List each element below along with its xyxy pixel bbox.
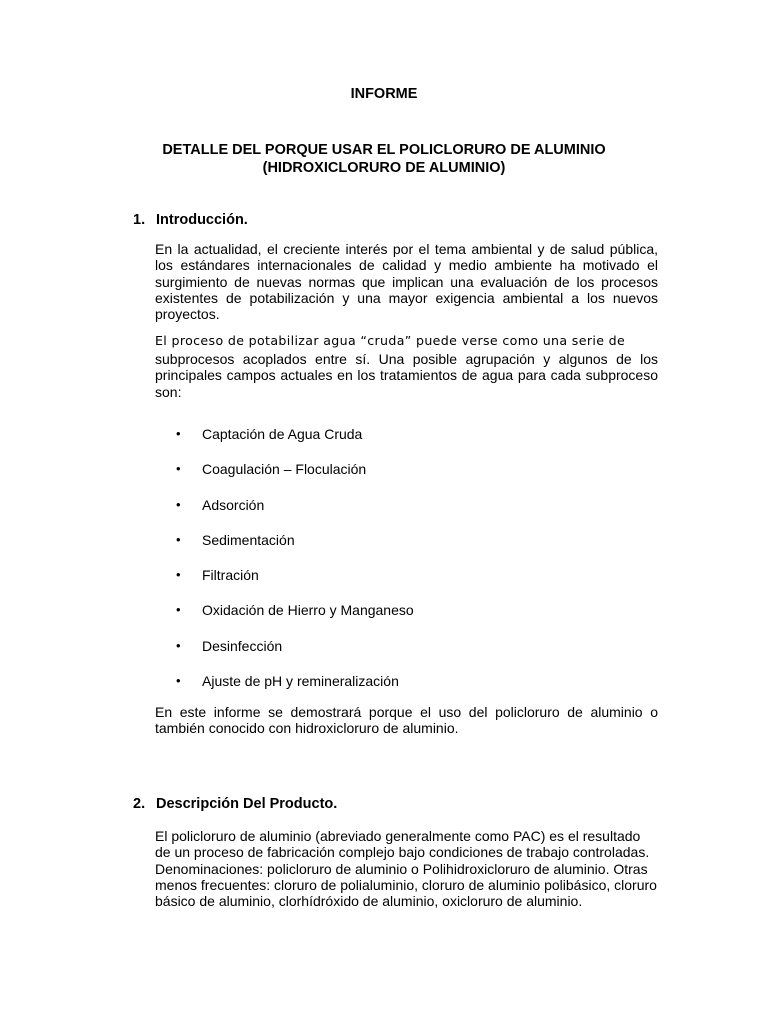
list-item-text: Desinfección bbox=[202, 637, 283, 654]
product-line-4: menos frecuentes: cloruro de polialuminio, cloruro de aluminio polibásico, cloruro bbox=[155, 876, 657, 893]
list-item-text: Ajuste de pH y remineralización bbox=[202, 673, 399, 690]
bullet-icon: • bbox=[176, 602, 181, 618]
product-line-3: Denominaciones: policloruro de aluminio o Polihidroxicloruro de aluminio. Otras bbox=[155, 860, 648, 877]
process-paragraph-line-1: El proceso de potabilizar agua “cruda” puede verse como una serie de bbox=[155, 333, 626, 348]
section-2-number: 2. bbox=[133, 796, 146, 812]
section-1-heading bbox=[133, 212, 248, 228]
list-item-text: Sedimentación bbox=[202, 531, 295, 548]
section-2-heading bbox=[133, 796, 337, 812]
product-line-5: básico de aluminio, clorhídróxido de aluminio, oxicloruro de aluminio. bbox=[155, 893, 583, 910]
process-paragraph-rest: subprocesos acoplados entre sí. Una posible agrupación y algunos de los principales campos actuales en los tratamientos de agua para cada subproceso son: bbox=[155, 351, 658, 400]
section-1-title: Introducción. bbox=[156, 212, 248, 228]
product-line-1: El policloruro de aluminio (abreviado generalmente como PAC) es el resultado bbox=[155, 828, 641, 844]
bullet-icon: • bbox=[176, 637, 181, 653]
list-item-text: Oxidación de Hierro y Manganeso bbox=[202, 602, 414, 619]
product-description-paragraph bbox=[155, 828, 658, 909]
section-1-number: 1. bbox=[133, 212, 146, 228]
document-subtitle bbox=[0, 141, 768, 177]
bullet-icon: • bbox=[176, 496, 181, 512]
list-item-text: Adsorción bbox=[202, 496, 265, 513]
document-title: INFORME bbox=[350, 86, 418, 102]
intro-paragraph: En la actualidad, el creciente interés por el tema ambiental y de salud pública, los estándares internacionales de calidad y medio ambiente ha motivado el surgimiento de nuevas normas que implican una evaluación de los procesos existentes de potabilización y una mayor exigencia ambiental a los nuevos proyectos. bbox=[155, 241, 658, 323]
bullet-icon: • bbox=[176, 567, 181, 583]
bullet-icon: • bbox=[176, 673, 181, 689]
bullet-icon: • bbox=[176, 461, 181, 477]
bullet-icon: • bbox=[176, 426, 181, 441]
bullet-icon: • bbox=[176, 531, 181, 547]
list-item-text: Captación de Agua Cruda bbox=[202, 426, 363, 442]
closing-paragraph: En este informe se demostrará porque el uso del policloruro de aluminio o también conocido con hidroxicloruro de aluminio. bbox=[155, 704, 658, 737]
list-item-text: Filtración bbox=[202, 567, 259, 584]
section-2-title: Descripción Del Producto. bbox=[156, 796, 338, 812]
list-item-text: Coagulación – Floculación bbox=[202, 461, 367, 478]
subtitle-line-1: DETALLE DEL PORQUE USAR EL POLICLORURO DE ALUMINIO bbox=[162, 142, 606, 158]
subtitle-line-2: (HIDROXICLORURO DE ALUMINIO) bbox=[262, 160, 506, 176]
product-line-2: de un proceso de fabricación complejo bajo condiciones de trabajo controladas. bbox=[155, 844, 650, 861]
